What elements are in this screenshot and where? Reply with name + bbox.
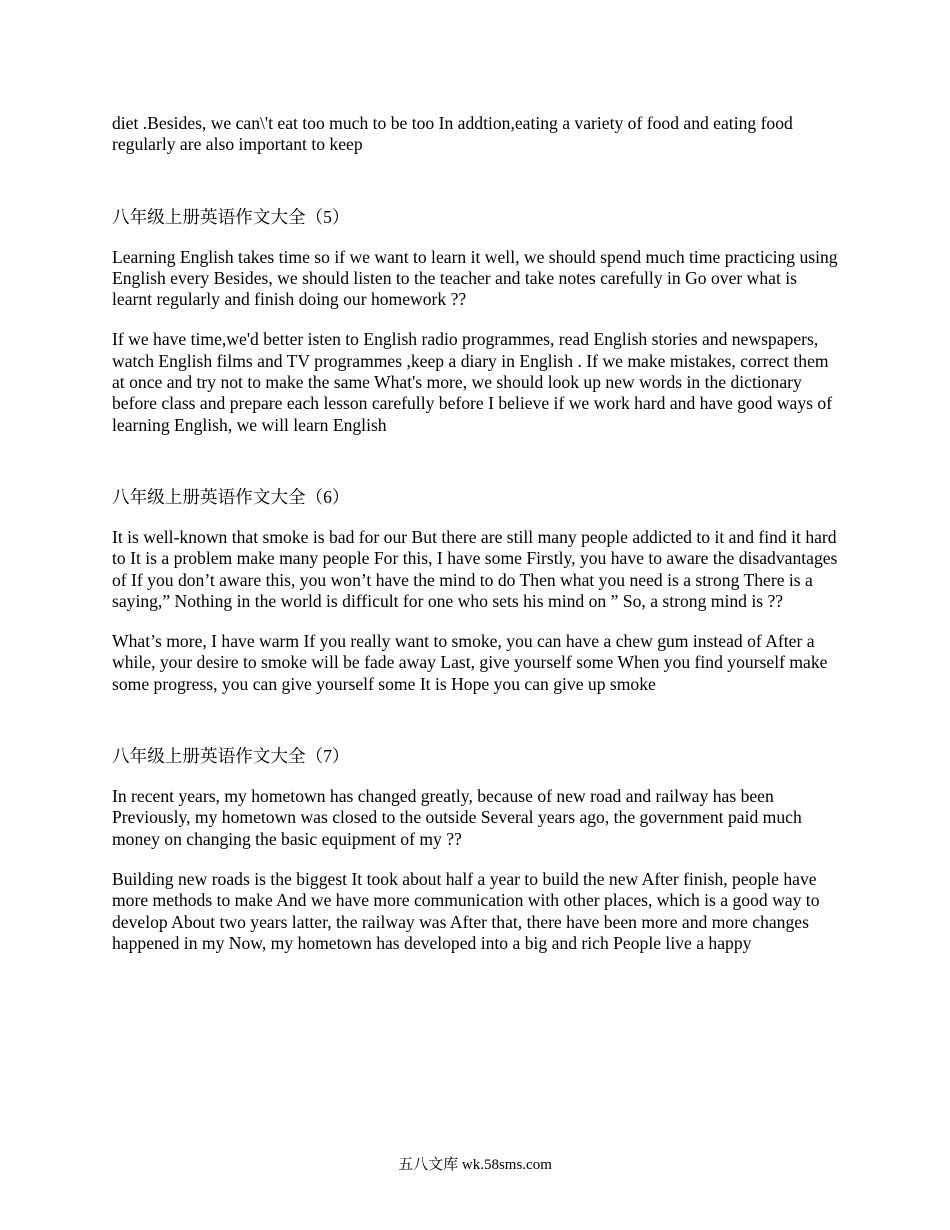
section-5 <box>112 206 840 436</box>
section-heading: 八年级上册英语作文大全（5） <box>112 206 350 227</box>
section-paragraph: What’s more, I have warm If you really want to smoke, you can have a chew gum instead of After a while, your desire to smoke will be fade away Last, give yourself some When you find yourself make some progress, you can give yourself some It is Hope you can give up smoke <box>112 631 828 694</box>
section-heading: 八年级上册英语作文大全（6） <box>112 486 350 507</box>
section-paragraph: In recent years, my hometown has changed greatly, because of new road and railway has been Previously, my hometown was closed to the outside Several years ago, the government paid much money on changing the basic equipment of my ?? <box>112 786 802 849</box>
section-7 <box>112 745 840 954</box>
section-heading: 八年级上册英语作文大全（7） <box>112 746 350 767</box>
section-6 <box>112 486 840 695</box>
section-paragraph: It is well-known that smoke is bad for our But there are still many people addicted to it and find it hard to It is a problem make many people For this, I have some Firstly, you have to aware the disadvantages of If you don’t aware this, you won’t have the mind to do Then what you need is a strong There is a saying,” Nothing in the world is difficult for one who sets his mind on ” So, a strong mind is ?? <box>112 526 838 611</box>
section-paragraph: If we have time,we'd better isten to English radio programmes, read English stories and newspapers, watch English films and TV programmes ,keep a diary in English . If we make mistakes, correct them at once and try not to make the same What's more, we should look up new words in the dictionary before class and prepare each lesson carefully before I believe if we work hard and have good ways of learning English, we will learn English <box>112 329 833 435</box>
document-body <box>112 113 840 954</box>
section-paragraph: Building new roads is the biggest It took about half a year to build the new After finish, people have more methods to make And we have more communication with other places, which is a good way to develop About two years latter, the railway was After that, there have been more and more changes happened in my Now, my hometown has developed into a big and rich People live a happy <box>112 868 820 953</box>
section-paragraph: Learning English takes time so if we want to learn it well, we should spend much time practicing using English every Besides, we should listen to the teacher and take notes carefully in Go over what is learnt regularly and finish doing our homework ?? <box>112 246 838 310</box>
intro-paragraph: diet .Besides, we can\'t eat too much to be too In addtion,eating a variety of food and eating food regularly are also important to keep <box>112 113 793 155</box>
page-footer: 五八文库 wk.58sms.com <box>398 1157 552 1173</box>
